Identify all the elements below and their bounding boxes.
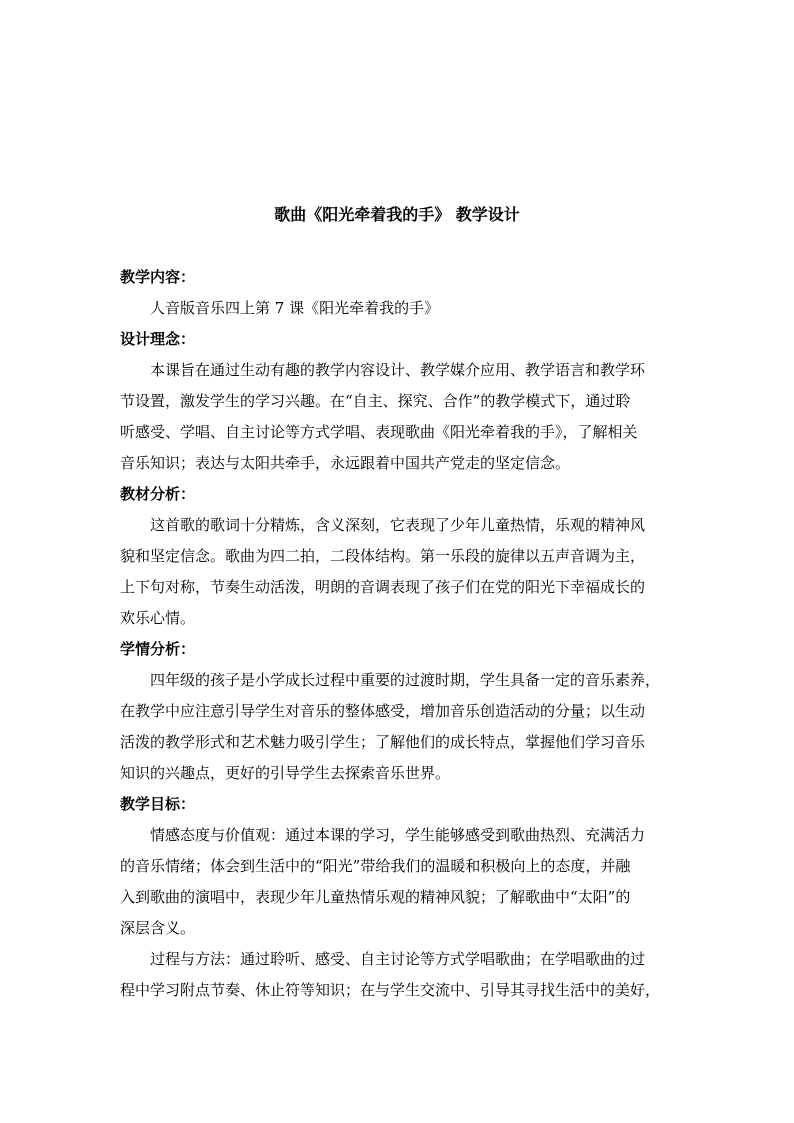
paragraph-line: 程中学习附点节奏、休止符等知识；在与学生交流中、引导其寻找生活中的美好，	[120, 981, 661, 999]
section-body-teaching-goals	[120, 820, 676, 944]
section-heading-material-analysis: 教材分析：	[120, 485, 196, 503]
paragraph-line: 上下句对称，节奏生动活泼，明朗的音调表现了孩子们在党的阳光下幸福成长的	[120, 578, 646, 596]
document-title: 歌曲《阳光牵着我的手》 教学设计	[274, 205, 520, 224]
paragraph-line: 情感态度与价值观：通过本课的学习，学生能够感受到歌曲热烈、充满活力	[150, 826, 646, 844]
paragraph-line: 过程与方法：通过聆听、感受、自主讨论等方式学唱歌曲；在学唱歌曲的过	[150, 950, 646, 968]
section-heading-learner-analysis: 学情分析：	[120, 640, 196, 658]
section-body-design-concept	[120, 355, 676, 479]
section-body-teaching-content	[120, 293, 676, 324]
section-heading-design-concept: 设计理念：	[120, 330, 196, 348]
section-body-process-methods	[120, 944, 676, 1006]
paragraph-line: 本课旨在通过生动有趣的教学内容设计、教学媒介应用、教学语言和教学环	[150, 361, 646, 379]
paragraph-line: 这首歌的歌词十分精炼，含义深刻，它表现了少年儿童热情，乐观的精神风	[150, 516, 646, 534]
paragraph-line: 深层含义。	[120, 919, 196, 937]
paragraph-line: 听感受、学唱、自主讨论等方式学唱、表现歌曲《阳光牵着我的手》，了解相关	[120, 423, 638, 441]
section-heading-teaching-content: 教学内容：	[120, 268, 196, 286]
paragraph-line: 知识的兴趣点，更好的引导学生去探索音乐世界。	[120, 764, 451, 782]
paragraph-line: 人音版音乐四上第 7 课《阳光牵着我的手》	[150, 299, 440, 317]
paragraph-line: 四年级的孩子是小学成长过程中重要的过渡时期，学生具备一定的音乐素养，	[150, 671, 661, 689]
paragraph-line: 音乐知识；表达与太阳共牵手，永远跟着中国共产党走的坚定信念。	[120, 454, 571, 472]
paragraph-line: 的音乐情绪；体会到生活中的“阳光”带给我们的温暖和积极向上的态度，并融	[120, 857, 631, 875]
section-body-learner-analysis	[120, 665, 676, 789]
paragraph-line: 活泼的教学形式和艺术魅力吸引学生；了解他们的成长特点，掌握他们学习音乐	[120, 733, 646, 751]
section-body-material-analysis	[120, 510, 676, 634]
document-body	[120, 262, 676, 1006]
section-heading-teaching-goals: 教学目标：	[120, 795, 196, 813]
paragraph-line: 入到歌曲的演唱中，表现少年儿童热情乐观的精神风貌；了解歌曲中“太阳”的	[120, 888, 631, 906]
paragraph-line: 节设置，激发学生的学习兴趣。在“自主、探究、合作”的教学模式下，通过聆	[120, 392, 631, 410]
paragraph-line: 在教学中应注意引导学生对音乐的整体感受，增加音乐创造活动的分量；以生动	[120, 702, 646, 720]
paragraph-line: 欢乐心情。	[120, 609, 196, 627]
paragraph-line: 貌和坚定信念。歌曲为四二拍，二段体结构。第一乐段的旋律以五声音调为主，	[120, 547, 646, 565]
